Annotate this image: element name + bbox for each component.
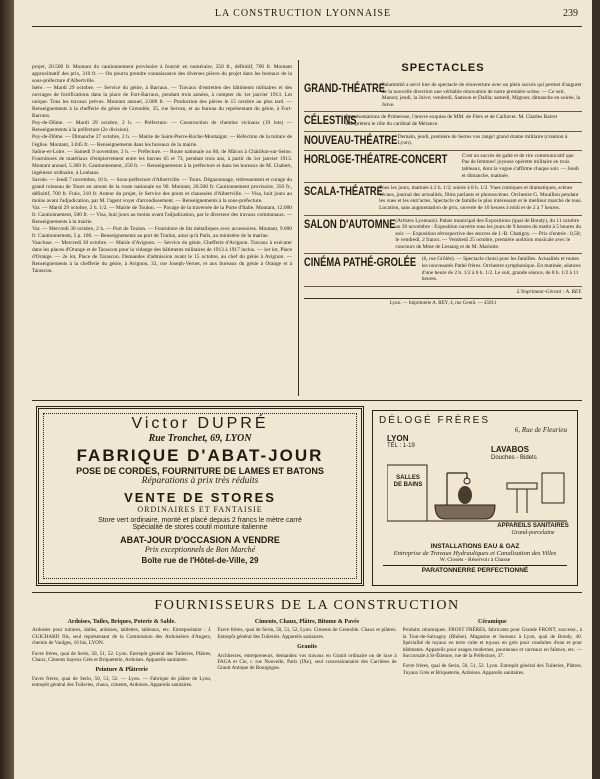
header-rule xyxy=(32,26,582,27)
advert-deloge-name: DÉLOGÉ FRÈRES xyxy=(379,415,491,426)
fournisseur-entry: Ardoises pour toitures, dalles, ardoises, tablettes, tableaux, etc. Entrepositaire : J. GUICHARD fils, seul représentant de la Commission des Ardoisières d'Angers, chemin de Vaulges, 16 bis, LYON. xyxy=(32,627,212,647)
fournisseur-entry: Favre frères, quai de Serin, 50, 51, 52. — Lyon. — Fabrique de plâtre de Lyon, entrepôt général des Tuileries, chaux, ciments, Ardoises. Appareils sanitaires. xyxy=(32,675,212,689)
adjudication-paragraph: Puy-de-Dôme. — Mardi 29 octobre, 2 h. — Préfecture. — Construction de chemins vicinaux (19 lots) — Renseignements à la préfecture (2e division). xyxy=(32,120,292,134)
book-spine xyxy=(0,0,14,779)
show-description: (Artistes Lyonnais). Palais municipal des Expositions (quai de Bondy), du 11 octobre au 30 novembre : Exposition ouverte tous les jours de 9 heures du matin à 5 heures du soir. — Exposition rétrospective des œuvres de J.-B. Chatigny. — Prix d'entrée : 0,50; le vendredi, 2 francs. — Vendredi 25 octobre, première audition musicale avec le concours de Mme de Lestang et de M. Mariotte. xyxy=(395,217,582,250)
newspaper-page xyxy=(14,0,592,779)
show-entry xyxy=(304,112,582,131)
show-entry xyxy=(304,216,582,255)
advert-sale: VENTE DE STORES xyxy=(124,490,276,505)
show-description: (6, rue Grôlée). — Spectacle choisi pour les familles. Actualités et toutes les nouveautés Pathé frères. Orchestre symphonique. En matinée, séances d'une heure de 2 h. 1/2 à 6 h. 1/2. Le soir, grande séance, de 8 h. 1/2 à 11 heures. xyxy=(421,256,581,283)
advert-victor-dupre xyxy=(36,406,364,586)
section-rule xyxy=(32,400,582,401)
fournisseur-entry: Favre frères, quai de Serin, 50, 51, 52. Lyon. Entrepôt général des Tuileries, Plâtres. Tuyaux Grès et Briqueterie, Ardoises. Appareils sanitaires. xyxy=(402,663,582,676)
spectacles-title: SPECTACLES xyxy=(401,62,485,74)
advert-subheadline: POSE DE CORDES, FOURNITURE DE LAMES ET BATONS xyxy=(76,466,324,476)
adjudication-paragraph: Savoie. — Jeudi 7 novembre, 10 h. — Sous-préfecture d'Albertville. — Tours. Dégazonnage, redressement et curage du grand ruisseau de Tours en amont de la route nationale no 90. Montant, 20.500 fr. Cautionnement provisoire, 350 fr., définitif, 700 fr. Frais, 310 fr. Auteur du projet, le Service des ponts et chaussées d'Albertville. — Visa, huit jours au moins avant l'adjudication, par M. l'agent voyer d'arrondissement. — Renseignements à la sous-préfecture. xyxy=(32,176,292,204)
advert-line-2: Spécialité de stores coutil monture italienne xyxy=(132,524,268,531)
installations-label: INSTALLATIONS EAU & GAZ xyxy=(430,543,520,550)
advert-dotted-border xyxy=(43,413,357,579)
imprimerie-line: Lyon. — Imprimerie A. REY, 4, rue Gentil. — 45011 xyxy=(304,298,582,306)
show-entry xyxy=(304,254,582,286)
show-description: Tous les jours, matinée à 2 h. 1/2; soirée à 8 h. 1/2. Vues comiques et dramatiques, scènes vécues, journal des actualités, films parlants et phonoscènes. Orchestre G. Mouillon pendant les vues et les entr'actes. Spectacle de famille le plus intéressant et le meilleur marché de tous. Location, sans augmentation de prix, ouverte de 10 heures à midi et de 2 à 7 heures. xyxy=(379,185,582,211)
imprimeur-gerant: L'Imprimeur-Gérant : A. REY. xyxy=(517,288,582,295)
show-entry xyxy=(304,151,582,183)
show-entry xyxy=(304,80,582,112)
bathroom-illustration-icon xyxy=(387,463,567,525)
adjudication-paragraph: Isère. — Mardi 29 octobre. — Service du génie, à Barraux. — Travaux d'entretien des bâtiments militaires et des ouvrages de fortifications dans la place de Fort-Barraux, pendant trois années, à compter du 1er janvier 1913. Lot unique. Tous les travaux prévus. Montant annuel, 2.000 fr. — Production des pièces le 15 octobre au plus tard. — Renseignements à la chefferie du génie de Grenoble, 35, rue Servan, et au bureau du représentant du génie, à Fort-Barraux. xyxy=(32,85,292,120)
show-name: CÉLESTINS xyxy=(304,113,357,128)
advert-headline: FABRIQUE D'ABAT-JOUR xyxy=(76,446,324,465)
fournisseur-entry: Favre frères, quai de Serin, 50, 51, 52, Lyon. Ciments de Grenoble. Chaux et plâtres. Entrepôt général des Tuileries. Appareils sanitaires. xyxy=(217,627,397,640)
adjudication-paragraph: Saône-et-Loire. — Samedi 9 novembre, 2 h. — Préfecture. — Route nationale no 80, de Mâcon à Châtillon-sur-Seine. Fournitures de matériaux d'empierrement entre les bornes 65 et 73, pendant trois ans, à partir du 1er janvier 1913. Montant annuel, 5.300 fr. Cautionnement, 250 fr. — Renseignements à la préfecture et dans les bureaux de M. Chabert, ingénieur ordinaire, à Louhans. xyxy=(32,148,292,176)
fournisseur-category: Ardoises, Tuiles, Briques, Poterie & Sable. xyxy=(67,619,176,625)
show-name: GRAND-THÉATRE xyxy=(304,81,385,95)
fournisseurs-grid xyxy=(32,618,582,768)
fournisseur-entry: Produits céramiques. FROST FRÈRES, fabricants pour Grande FRONT, successr., à la Tour-de-Salvagny (Rhône). Magasins et bureaux à Lyon, quai de Bondy, 40. Spécialité de tuyaux en terre cuite et tuyaux en grès pour conduites d'eau et pour bâtiments. Appareils pour usages modernes, pourneaux et carreaux en faïence, etc. — Succursale à St-Étienne, rue de la Préfecture, 37. xyxy=(402,627,582,660)
reservoir-label: W. Closets - Réservoir à Chasse xyxy=(439,557,511,563)
paratonnerre-label: PARATONNERRE PERFECTIONNÉ xyxy=(383,565,567,574)
page-number: 239 xyxy=(563,8,578,19)
shows-list xyxy=(304,80,582,287)
appareils-label: APPAREILS SANITAIRES xyxy=(497,523,569,529)
advert-deloge-lavabos: LAVABOS xyxy=(491,445,529,454)
advert-box: Boîte rue de l'Hôtel-de-Ville, 29 xyxy=(141,556,259,565)
fournisseurs-rule xyxy=(32,592,582,593)
advert-deloge-address: 6, Rue de Fleurieu xyxy=(514,426,567,434)
fournisseur-entry: Architectes, entrepreneurs, demandez vos travaux en Granit ordinaire ou de luxe à FAGA et Cie, r. rue Nouvelle, Paris (IXe), seul concessionnaire des Carrières de Granit Antique de Bourgogne. xyxy=(217,652,397,672)
show-name: SCALA-THÉATRE xyxy=(304,184,383,199)
advert-sale-sub: ORDINAIRES ET FANTAISIE xyxy=(137,505,263,514)
entreprise-label: Entreprise de Travaux Hydrauliques et Canalisation des Villes xyxy=(393,550,557,557)
advert-name: Victor DUPRÉ xyxy=(131,415,269,432)
show-description: C'est un succès de gaîté et de rire communicatif que Pas de femmes! joyeuse opérette militaire en trois tableaux, dont la vogue s'affirme chaque soir. — Jeudi et dimanche, matinée. xyxy=(461,152,579,179)
advert-deloge-city: LYON xyxy=(387,434,409,443)
advert-deloge-freres xyxy=(372,410,578,586)
fournisseur-entry: Favre frères, quai de Serin, 50, 51, 52. Lyon. Entrepôt général des Tuileries, Plâtres, Chaux, Ciments bayeux Grès et Briqueterie, Ardoises. Appareils sanitaires. xyxy=(32,650,212,664)
adjudication-paragraph: Var. — Mercredi 30 octobre, 2 h. — Port de Toulon. — Fourniture de lits métalliques avec accessoires. Montant, 9.000 fr. Cautionnement, 5 p. 100. — Renseignements au port de Toulon, ainsi qu'à Paris, au ministère de la marine. xyxy=(32,226,292,240)
show-description: Salammbô a servi hier de spectacle de réouverture avec un plein succès qui permet d'augurer de la nouvelle direction une véritable rénovation de notre première scène. — Ce soir, Manon; jeudi, la Juive; vendredi, Samson et Dalila; samedi, Mignon; dimanche en soirée, la Juive. xyxy=(381,82,582,108)
fournisseur-category: Peinture & Plâtrerie xyxy=(95,667,148,674)
advert-deloge-appareils xyxy=(493,523,573,537)
gres-label: Grand-porcelaine xyxy=(511,530,555,536)
show-entry xyxy=(304,183,582,215)
adjudication-paragraph: Vaucluse. — Mercredi 30 octobre. — Mairie d'Avignon. — Service du génie, Chefferie d'Avignon. Travaux à exécuter dans les places d'Orange et de Tarascon pour la vidange des bâtiments militaires de 1913 à 1917 inclus. — 1er lot, Place d'Orange. — 2e lot, Place de Tarascon. Demandes d'admission avant le 15 octobre, au chef du génie à Avignon. — Renseignements à la chefferie du génie, à Avignon, 32, rue Joseph-Vernet, et aux bureaux du génie à Orange et à Tarascon. xyxy=(32,240,292,275)
advert-address: Rue Tronchet, 69, LYON xyxy=(148,433,252,444)
spectacles-section xyxy=(304,60,582,400)
fournisseur-category: Granits xyxy=(297,644,317,651)
show-name: SALON D'AUTOMNE xyxy=(304,216,396,231)
advert-line-1: Store vert ordinaire, monté et placé depuis 2 francs le mètre carré xyxy=(98,517,302,524)
fournisseurs-title: FOURNISSEURS DE LA CONSTRUCTION xyxy=(154,598,460,613)
adjudication-paragraph: Var. — Mardi 29 octobre, 2 h. 1/2. — Mairie de Toulon. — Pavage de la traversée de la Porte d'Italie. Montant, 12.000 fr. Cautionnement, 500 fr. — Visa, huit jours au moins avant l'adjudication, par le directeur des travaux communaux. — Renseignements à la mairie. xyxy=(32,204,292,226)
fournisseurs-column xyxy=(403,618,582,768)
show-entry xyxy=(304,132,582,151)
page-header xyxy=(14,8,592,24)
advert-price: Prix exceptionnels de Bon Marché xyxy=(144,545,256,554)
adjudications-column xyxy=(32,64,292,394)
fournisseurs-column xyxy=(217,618,396,768)
publication-title: LA CONSTRUCTION LYONNAISE xyxy=(214,8,392,19)
fournisseur-category: Ciments, Chaux, Plâtre, Bitume & Pavés xyxy=(254,619,360,625)
column-divider xyxy=(298,60,299,396)
show-name: NOUVEAU-THÉATRE xyxy=(304,132,398,147)
fournisseur-category: Céramique xyxy=(477,619,507,625)
show-name: CINÉMA PATHÉ-GROLÉE xyxy=(304,255,417,270)
fournisseurs-column xyxy=(32,618,211,768)
show-description: Demain, jeudi, première de Serres vos rangs! grand drame militaire (création à Lyon). xyxy=(397,133,568,147)
adjudication-paragraph: Puy-de-Dôme. — Dimanche 27 octobre, 2 h. — Mairie de Saint-Pierre-Roche-Montaigut. — Réfection de la toiture de l'église. Montant, 3.045 fr. — Renseignements dans les bureaux de la mairie. xyxy=(32,134,292,148)
advert-deloge-tel: TÉL : 1-19 xyxy=(387,443,415,449)
advert-deloge-douches: Douches - Bidets xyxy=(491,455,537,461)
advert-deloge-salles: SALLES DE BAINS xyxy=(393,475,423,488)
adjudication-paragraph: projet, 20.500 fr. Montant du cautionnement provisoire à fournir en numéraire, 350 fr., définitif, 700 fr. Montant approximatif des prix, 310 fr. — On pourra prendre connaissance des diverses pièces du projet dans les bureaux de la sous-préfecture d'Albertville. xyxy=(32,64,292,85)
show-name: HORLOGE-THÉATRE-CONCERT xyxy=(304,151,448,166)
advert-occasion: ABAT-JOUR D'OCCASION A VENDRE xyxy=(120,535,280,545)
advert-deloge-services xyxy=(373,543,577,574)
advert-repairs: Réparations à prix très réduits xyxy=(141,476,259,486)
show-description: Représentations de Primerose, l'œuvre exquise de MM. de Flers et de Caillavet. M. Charles Barret interprètera le rôle du cardinal de Mérance. xyxy=(345,114,558,127)
